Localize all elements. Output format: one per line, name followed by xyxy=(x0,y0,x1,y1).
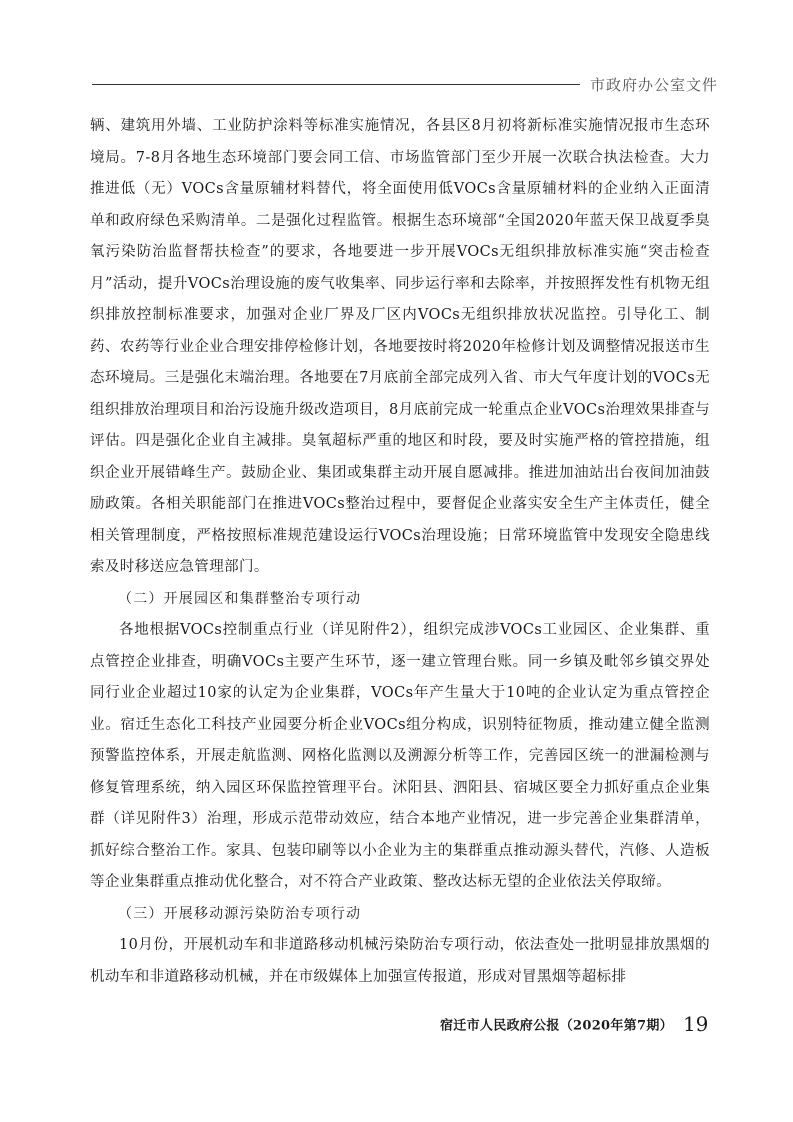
page-footer xyxy=(440,1012,713,1036)
document-category-label: 市政府办公室文件 xyxy=(590,76,719,94)
section-heading-2: （二）开展园区和集群整治专项行动 xyxy=(118,590,362,607)
publication-title: 宿迁市人民政府公报（2020年第7期） xyxy=(440,1018,673,1034)
header-rule xyxy=(92,84,580,85)
paragraph-park-cluster: 各地根据VOCs控制重点行业（详见附件2），组织完成涉VOCs工业园区、企业集群、重点管控企业排查，明确VOCs主要产生环节，逐一建立管理台账。同一乡镇及毗邻乡镇交界处同行业企业超过10家的认定为企业集群，VOCs年产生量大于10吨的企业认定为重点管控企业。宿迁生态化工科技产业园要分析企业VOCs组分构成，识别特征物质，推动建立健全监测预警监控体系，开展走航监测、网格化监测以及溯源分析等工作，完善园区统一的泄漏检测与修复管理系统，纳入园区环保监控管理平台。沭阳县、泗阳县、宿城区要全力抓好重点企业集群（详见附件3）治理，形成示范带动效应，结合本地产业情况，进一步完善企业集群清单，抓好综合整治工作。家具、包装印刷等以小企业为主的集群重点推动源头替代，汽修、人造板等企业集群重点推动优化整合，对不符合产业政策、整改达标无望的企业依法关停取缔。 xyxy=(90,622,710,890)
section-heading-3: （三）开展移动源污染防治专项行动 xyxy=(118,905,362,922)
page-number: 19 xyxy=(682,1012,709,1036)
document-body xyxy=(90,111,710,993)
paragraph-continuation: 辆、建筑用外墙、工业防护涂料等标准实施情况，各县区8月初将新标准实施情况报市生态环境局。7-8月各地生态环境部门要会同工信、市场监管部门至少开展一次联合执法检查。大力推进低（无）VOCs含量原辅材料替代，将全面使用低VOCs含量原辅材料的企业纳入正面清单和政府绿色采购清单。二是强化过程监管。根据生态环境部“全国2020年蓝天保卫战夏季臭氧污染防治监督帮扶检查”的要求，各地要进一步开展VOCs无组织排放标准实施“突击检查月”活动，提升VOCs治理设施的废气收集率、同步运行率和去除率，并按照挥发性有机物无组织排放控制标准要求，加强对企业厂界及厂区内VOCs无组织排放状况监控。引导化工、制药、农药等行业企业合理安排停检修计划，各地要按时将2020年检修计划及调整情况报送市生态环境局。三是强化末端治理。各地要在7月底前全部完成列入省、市大气年度计划的VOCs无组织排放治理项目和治污设施升级改造项目，8月底前完成一轮重点企业VOCs治理效果排查与评估。四是强化企业自主减排。臭氧超标严重的地区和时段，要及时实施严格的管控措施，组织企业开展错峰生产。鼓励企业、集团或集群主动开展自愿减排。推进加油站出台夜间加油鼓励政策。各相关职能部门在推进VOCs整治过程中，要督促企业落实安全生产主体责任，健全相关管理制度，严格按照标准规范建设运行VOCs治理设施；日常环境监管中发现安全隐患线索及时移送应急管理部门。 xyxy=(90,118,710,575)
paragraph-mobile-source: 10月份，开展机动车和非道路移动机械污染防治专项行动，依法查处一批明显排放黑烟的机动车和非道路移动机械，并在市级媒体上加强宣传报道，形成对冒黑烟等超标排 xyxy=(90,937,710,985)
